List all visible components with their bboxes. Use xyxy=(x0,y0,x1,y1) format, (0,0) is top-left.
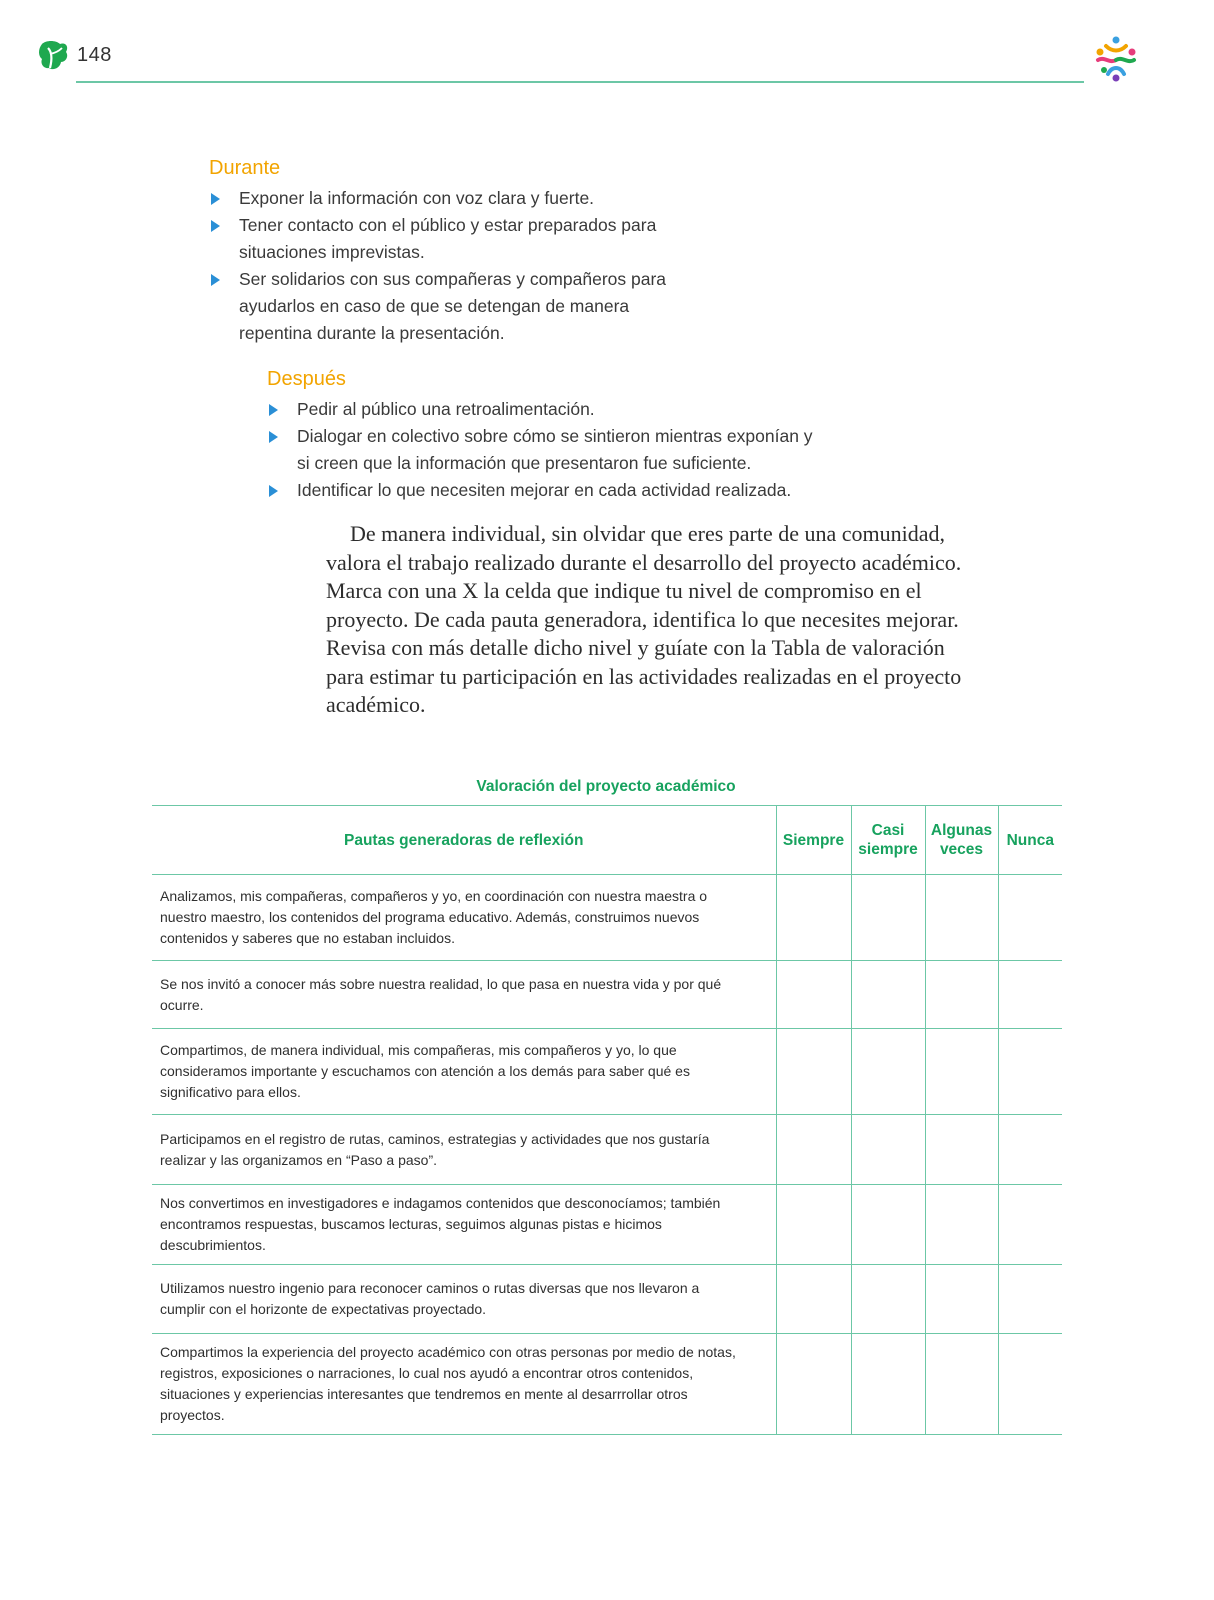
durante-title: Durante xyxy=(209,157,281,179)
cell-casi-siempre[interactable] xyxy=(851,1185,925,1265)
table-caption: Valoración del proyecto académico xyxy=(476,778,736,795)
list-item: Exponer la información con voz clara y fuerte. xyxy=(209,185,679,212)
list-item: Ser solidarios con sus compañeras y compañeros para ayudarlos en caso de que se detengan de manera repentina durante la presentación. xyxy=(209,266,679,347)
triangle-bullet-icon xyxy=(211,220,220,232)
row-statement: Nos convertimos en investigadores e indagamos contenidos que desconocíamos; también encontramos respuestas, buscamos lecturas, seguimos algunas pistas e hicimos descubrimientos. xyxy=(152,1185,776,1265)
table-row xyxy=(152,1185,1062,1265)
cell-siempre[interactable] xyxy=(776,1029,851,1115)
row-statement: Analizamos, mis compañeras, compañeros y yo, en coordinación con nuestra maestra o nuestro maestro, los contenidos del programa educativo. Además, construimos nuevos contenidos y saberes que no estaban incluidos. xyxy=(152,875,776,961)
table-row xyxy=(152,1265,1062,1334)
cell-algunas-veces[interactable] xyxy=(925,875,998,961)
durante-list xyxy=(209,185,679,347)
cell-nunca[interactable] xyxy=(998,1185,1062,1265)
instructions-paragraph: De manera individual, sin olvidar que eres parte de una comunidad, valora el trabajo realizado durante el desarrollo del proyecto académico. Marca con una X la celda que indique tu nivel de compromiso en el proyecto. De cada pauta generadora, identifica lo que necesites mejorar. Revisa con más detalle dicho nivel y guíate con la Tabla de valoración para estimar tu participación en las actividades realizadas en el proyecto académico. xyxy=(326,521,962,717)
cell-nunca[interactable] xyxy=(998,875,1062,961)
cell-casi-siempre[interactable] xyxy=(851,875,925,961)
cell-algunas-veces[interactable] xyxy=(925,1185,998,1265)
list-item: Dialogar en colectivo sobre cómo se sintieron mientras exponían y si creen que la información que presentaron fue suficiente. xyxy=(267,423,817,477)
list-item: Identificar lo que necesiten mejorar en cada actividad realizada. xyxy=(267,477,817,504)
triangle-bullet-icon xyxy=(269,431,278,443)
cell-casi-siempre[interactable] xyxy=(851,1265,925,1334)
cell-nunca[interactable] xyxy=(998,1265,1062,1334)
row-statement: Compartimos, de manera individual, mis compañeras, mis compañeros y yo, lo que consideramos importante y escuchamos con atención a los demás para saber qué es significativo para ellos. xyxy=(152,1029,776,1115)
cell-nunca[interactable] xyxy=(998,1334,1062,1435)
despues-list xyxy=(267,396,817,504)
table-row xyxy=(152,1115,1062,1185)
triangle-bullet-icon xyxy=(211,193,220,205)
table-header-row xyxy=(152,806,1062,875)
triangle-bullet-icon xyxy=(211,274,220,286)
column-header-nunca: Nunca xyxy=(998,806,1062,875)
cell-casi-siempre[interactable] xyxy=(851,1115,925,1185)
cell-siempre[interactable] xyxy=(776,1115,851,1185)
cell-nunca[interactable] xyxy=(998,961,1062,1029)
list-item: Pedir al público una retroalimentación. xyxy=(267,396,817,423)
cell-siempre[interactable] xyxy=(776,1185,851,1265)
header-divider xyxy=(76,81,1084,83)
cell-siempre[interactable] xyxy=(776,875,851,961)
cell-casi-siempre[interactable] xyxy=(851,1029,925,1115)
column-header-pautas: Pautas generadoras de reflexión xyxy=(152,806,776,875)
cell-algunas-veces[interactable] xyxy=(925,961,998,1029)
despues-title: Después xyxy=(267,368,346,390)
cell-algunas-veces[interactable] xyxy=(925,1029,998,1115)
cell-casi-siempre[interactable] xyxy=(851,1334,925,1435)
leaf-logo-icon xyxy=(36,38,70,74)
cell-casi-siempre[interactable] xyxy=(851,961,925,1029)
column-header-casi-siempre: Casi siempre xyxy=(851,806,925,875)
table-row xyxy=(152,875,1062,961)
cell-nunca[interactable] xyxy=(998,1029,1062,1115)
table-row xyxy=(152,1334,1062,1435)
cell-siempre[interactable] xyxy=(776,961,851,1029)
row-statement: Utilizamos nuestro ingenio para reconocer caminos o rutas diversas que nos llevaron a cumplir con el horizonte de expectativas proyectado. xyxy=(152,1265,776,1334)
cell-siempre[interactable] xyxy=(776,1265,851,1334)
cell-algunas-veces[interactable] xyxy=(925,1265,998,1334)
cell-siempre[interactable] xyxy=(776,1334,851,1435)
column-header-algunas-veces: Algunas veces xyxy=(925,806,998,875)
cell-algunas-veces[interactable] xyxy=(925,1115,998,1185)
triangle-bullet-icon xyxy=(269,485,278,497)
cell-nunca[interactable] xyxy=(998,1115,1062,1185)
table-row xyxy=(152,961,1062,1029)
table-row xyxy=(152,1029,1062,1115)
row-statement: Se nos invitó a conocer más sobre nuestra realidad, lo que pasa en nuestra vida y por qué ocurre. xyxy=(152,961,776,1029)
row-statement: Compartimos la experiencia del proyecto académico con otras personas por medio de notas, registros, exposiciones o narraciones, lo cual nos ayudó a encontrar otros contenidos, situaciones y experiencias interesantes que tendremos en mente al desarrrollar otros proyectos. xyxy=(152,1334,776,1435)
list-item: Tener contacto con el público y estar preparados para situaciones imprevistas. xyxy=(209,212,679,266)
triangle-bullet-icon xyxy=(269,404,278,416)
column-header-siempre: Siempre xyxy=(776,806,851,875)
page-number: 148 xyxy=(77,44,112,66)
row-statement: Participamos en el registro de rutas, caminos, estrategias y actividades que nos gustaría realizar y las organizamos en “Paso a paso”. xyxy=(152,1115,776,1185)
evaluation-table xyxy=(152,805,1062,1435)
people-circle-logo-icon xyxy=(1090,34,1142,86)
cell-algunas-veces[interactable] xyxy=(925,1334,998,1435)
